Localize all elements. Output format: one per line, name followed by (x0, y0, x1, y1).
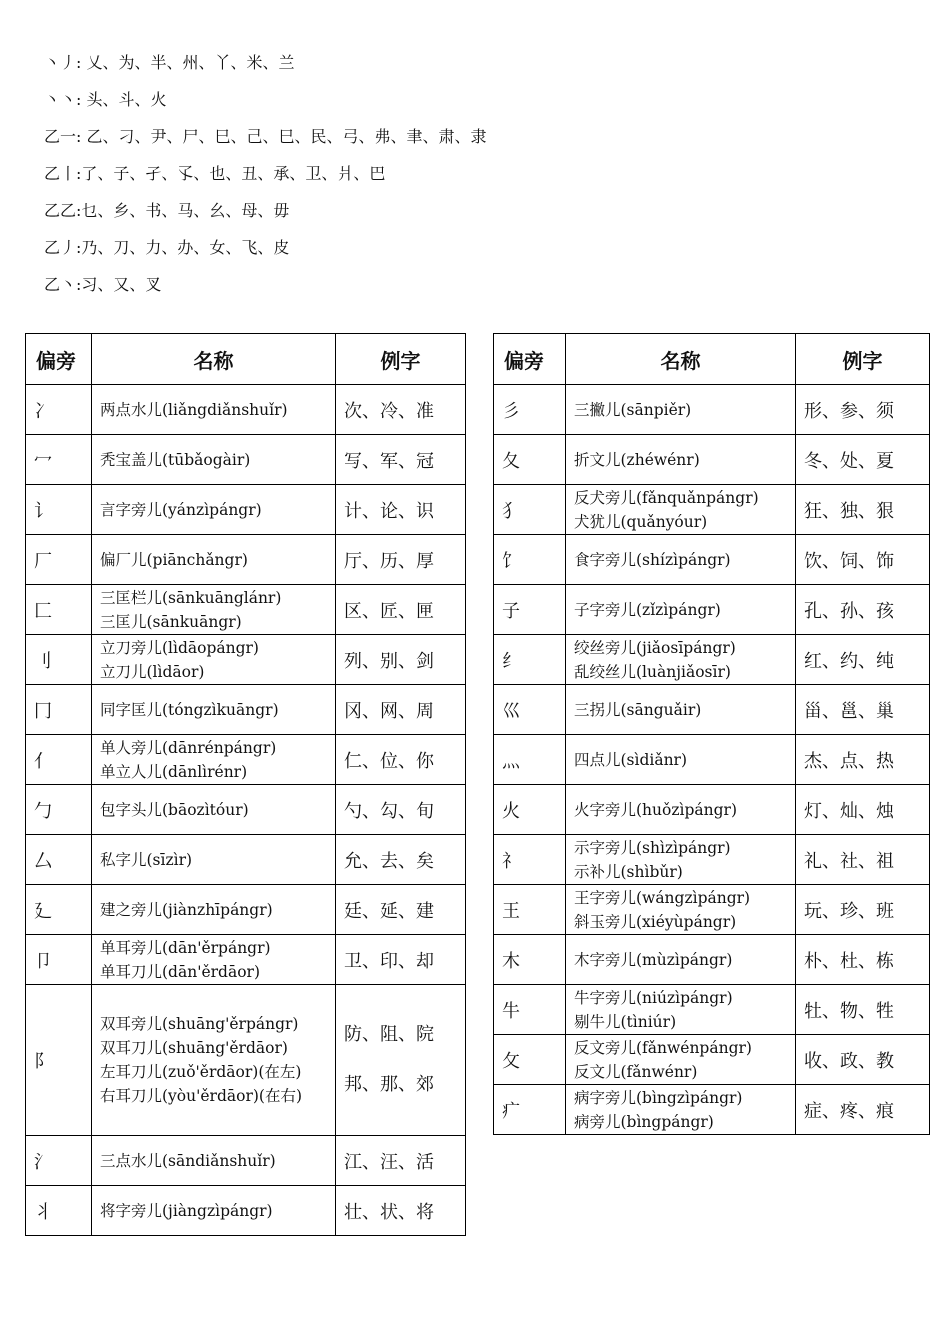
name-cell (566, 585, 796, 635)
radical-name: 建之旁儿(jiànzhīpángr) (100, 900, 273, 919)
name-cell (92, 835, 336, 885)
example-chars: 防、阻、院 (344, 1024, 434, 1045)
example-chars: 厅、历、厚 (344, 550, 434, 572)
name-cell (92, 885, 336, 935)
radical-name: 左耳刀儿(zuǒ'ěrdāor)(在左) (100, 1063, 302, 1081)
examples-cell (796, 435, 930, 485)
radical-name: 三匡儿(sānkuāngr) (100, 612, 242, 631)
radical-cell: 攵 (494, 1035, 566, 1085)
stroke-line: 丶丶: 头、斗、火 (44, 90, 167, 109)
radical-cell: 阝 (26, 985, 92, 1136)
radical-cell: 犭 (494, 485, 566, 535)
examples-cell (336, 535, 466, 585)
example-chars: 廷、延、建 (344, 900, 434, 922)
radical-name: 立刀儿(lìdāor) (100, 662, 205, 681)
examples-cell (796, 485, 930, 535)
radical-name: 反文儿(fǎnwénr) (574, 1062, 698, 1081)
examples-cell (336, 785, 466, 835)
table-row (26, 535, 466, 585)
example-chars: 孔、孙、孩 (804, 600, 894, 622)
table-row (494, 685, 930, 735)
examples-cell (796, 935, 930, 985)
examples-cell (336, 735, 466, 785)
radical-cell: 彡 (494, 385, 566, 435)
radical-cell: 木 (494, 935, 566, 985)
stroke-line: 乙丶:习、又、叉 (44, 275, 162, 294)
radical-cell: 纟 (494, 635, 566, 685)
radical-name: 反文旁儿(fǎnwénpángr) (574, 1038, 752, 1057)
example-chars: 牡、物、牲 (804, 1000, 894, 1022)
example-chars: 写、军、冠 (344, 450, 434, 472)
example-chars: 甾、邕、巢 (804, 700, 894, 722)
header-examples: 例字 (796, 334, 930, 385)
example-chars: 朴、杜、栋 (804, 950, 894, 972)
name-cell (566, 535, 796, 585)
radical-name: 乱绞丝儿(luànjiǎosīr) (574, 662, 731, 681)
name-cell (566, 485, 796, 535)
examples-cell (796, 685, 930, 735)
name-cell (92, 935, 336, 985)
table-row (26, 985, 466, 1136)
table-row (26, 685, 466, 735)
radical-name: 双耳刀儿(shuāng'ěrdāor) (100, 1039, 288, 1057)
table-row (494, 1085, 930, 1135)
radical-name: 三点水儿(sāndiǎnshuǐr) (100, 1151, 276, 1170)
radical-name: 三撇儿(sānpiěr) (574, 400, 692, 419)
table-row (26, 835, 466, 885)
table-header-row (26, 334, 466, 385)
name-cell (566, 635, 796, 685)
example-chars: 形、参、须 (804, 400, 894, 422)
radical-name: 单立人儿(dānlìrénr) (100, 762, 248, 781)
radical-name: 秃宝盖儿(tūbǎogàir) (100, 450, 251, 469)
examples-cell (796, 985, 930, 1035)
example-chars: 壮、状、将 (344, 1201, 434, 1223)
examples-cell (336, 885, 466, 935)
radical-cell: 厂 (26, 535, 92, 585)
example-chars: 计、论、识 (344, 500, 434, 522)
radical-cell: 巛 (494, 685, 566, 735)
name-cell (92, 1136, 336, 1186)
name-cell (566, 785, 796, 835)
header-name: 名称 (92, 334, 336, 385)
table-row (494, 485, 930, 535)
radical-cell: 亻 (26, 735, 92, 785)
radical-name: 包字头儿(bāozìtóur) (100, 800, 249, 819)
example-chars: 卫、印、却 (344, 950, 434, 972)
name-cell (92, 635, 336, 685)
radical-name: 两点水儿(liǎngdiǎnshuǐr) (100, 400, 288, 419)
table-row (26, 485, 466, 535)
radical-name: 食字旁儿(shízìpángr) (574, 550, 731, 569)
radical-cell: 匚 (26, 585, 92, 635)
examples-cell (336, 1186, 466, 1236)
table-body-left (26, 385, 466, 1236)
example-chars: 允、去、矣 (344, 850, 434, 872)
examples-cell (796, 1035, 930, 1085)
examples-cell (336, 835, 466, 885)
name-cell (566, 735, 796, 785)
radical-name: 同字匡儿(tóngzìkuāngr) (100, 700, 279, 719)
table-row (494, 985, 930, 1035)
radical-name: 三匡栏儿(sānkuānglánr) (100, 588, 282, 607)
radical-name: 示字旁儿(shìzìpángr) (574, 838, 731, 857)
table-row (494, 385, 930, 435)
radical-cell: 礻 (494, 835, 566, 885)
radical-cell: 牛 (494, 985, 566, 1035)
radical-name: 病字旁儿(bìngzìpángr) (574, 1088, 743, 1107)
table-row (26, 935, 466, 985)
table-row (26, 1136, 466, 1186)
name-cell (566, 835, 796, 885)
example-chars: 症、疼、痕 (804, 1100, 894, 1122)
radical-name: 单人旁儿(dānrénpángr) (100, 738, 277, 757)
radical-cell: 丬 (26, 1186, 92, 1236)
examples-cell (336, 385, 466, 435)
radical-cell: 灬 (494, 735, 566, 785)
example-chars: 冈、网、周 (344, 700, 434, 722)
name-cell (92, 535, 336, 585)
name-cell (92, 385, 336, 435)
examples-cell (796, 535, 930, 585)
table-row (494, 535, 930, 585)
examples-cell (336, 1136, 466, 1186)
name-cell (566, 435, 796, 485)
radical-name: 犬犹儿(quǎnyóur) (574, 512, 708, 531)
name-cell (566, 985, 796, 1035)
example-chars: 冬、处、夏 (804, 450, 894, 472)
stroke-combination-list (44, 50, 904, 309)
radical-name: 言字旁儿(yánzìpángr) (100, 500, 262, 519)
examples-cell (796, 835, 930, 885)
radical-name: 三拐儿(sānguǎir) (574, 700, 702, 719)
radical-cell: 子 (494, 585, 566, 635)
examples-cell (336, 935, 466, 985)
example-chars: 饮、饲、饰 (804, 550, 894, 572)
name-cell (92, 435, 336, 485)
table-row (494, 435, 930, 485)
example-chars: 仁、位、你 (344, 750, 434, 772)
table-row (26, 735, 466, 785)
table-row (26, 785, 466, 835)
name-cell (566, 1035, 796, 1085)
table-row (26, 385, 466, 435)
table-row (494, 585, 930, 635)
example-chars: 狂、独、狠 (804, 500, 894, 522)
radical-name: 右耳刀儿(yòu'ěrdāor)(在右) (100, 1087, 303, 1105)
radical-cell: 刂 (26, 635, 92, 685)
header-examples: 例字 (336, 334, 466, 385)
example-chars: 礼、社、祖 (804, 850, 894, 872)
example-chars: 玩、珍、班 (804, 900, 894, 922)
examples-cell (796, 885, 930, 935)
table-row (494, 635, 930, 685)
name-cell (566, 935, 796, 985)
table-row (494, 935, 930, 985)
radical-name: 绞丝旁儿(jiǎosīpángr) (574, 638, 736, 657)
examples-cell (796, 635, 930, 685)
header-name: 名称 (566, 334, 796, 385)
radical-name: 王字旁儿(wángzìpángr) (574, 888, 751, 907)
table-body-right (494, 385, 930, 1135)
radical-cell: 氵 (26, 1136, 92, 1186)
radical-cell: 冖 (26, 435, 92, 485)
radical-cell: 冫 (26, 385, 92, 435)
table-row (26, 585, 466, 635)
radical-name: 折文儿(zhéwénr) (574, 450, 700, 469)
radical-cell: 厶 (26, 835, 92, 885)
table-row (26, 635, 466, 685)
example-chars: 区、匠、匣 (344, 600, 434, 622)
examples-cell (796, 785, 930, 835)
examples-cell (336, 435, 466, 485)
radical-name: 子字旁儿(zǐzìpángr) (574, 600, 721, 619)
radical-cell: 火 (494, 785, 566, 835)
examples-cell (336, 685, 466, 735)
table-row (494, 835, 930, 885)
example-chars: 次、冷、准 (344, 400, 434, 422)
radical-cell: 冂 (26, 685, 92, 735)
examples-cell (336, 985, 466, 1136)
radical-name: 剔牛儿(tìniúr) (574, 1012, 677, 1031)
examples-cell (336, 485, 466, 535)
radical-name: 示补儿(shìbǔr) (574, 862, 683, 881)
radical-name: 将字旁儿(jiàngzìpángr) (100, 1201, 273, 1220)
radical-name: 病旁儿(bìngpángr) (574, 1112, 714, 1131)
radical-table-right (493, 333, 930, 1135)
radical-cell: 勹 (26, 785, 92, 835)
radical-cell: 廴 (26, 885, 92, 935)
table-row (494, 885, 930, 935)
table-row (26, 435, 466, 485)
name-cell (92, 1186, 336, 1236)
name-cell (566, 685, 796, 735)
radical-cell: 疒 (494, 1085, 566, 1135)
example-chars: 灯、灿、烛 (804, 800, 894, 822)
radical-name: 单耳旁儿(dān'ěrpángr) (100, 938, 271, 957)
radical-cell: 夂 (494, 435, 566, 485)
stroke-line: 乙丨:了、子、孑、孓、也、丑、承、卫、爿、巴 (44, 164, 386, 183)
examples-cell (796, 585, 930, 635)
example-chars: 勺、勾、旬 (344, 800, 434, 822)
radical-name: 立刀旁儿(lìdāopángr) (100, 638, 259, 657)
stroke-line: 丶丿: 乂、为、半、州、丫、米、兰 (44, 53, 295, 72)
stroke-line: 乙丿:乃、刀、力、办、女、飞、皮 (44, 238, 290, 257)
table-row (26, 1186, 466, 1236)
radical-table-left (25, 333, 466, 1236)
examples-cell (336, 585, 466, 635)
examples-cell (336, 635, 466, 685)
radical-cell: 王 (494, 885, 566, 935)
radical-name: 牛字旁儿(niúzìpángr) (574, 988, 733, 1007)
example-chars: 邦、那、郊 (344, 1074, 434, 1095)
table-row (494, 735, 930, 785)
name-cell (566, 885, 796, 935)
name-cell (566, 385, 796, 435)
examples-cell (796, 385, 930, 435)
example-chars: 收、政、教 (804, 1050, 894, 1072)
table-row (494, 1035, 930, 1085)
radical-name: 反犬旁儿(fǎnquǎnpángr) (574, 488, 759, 507)
example-chars: 江、汪、活 (344, 1151, 434, 1173)
name-cell (92, 735, 336, 785)
name-cell (566, 1085, 796, 1135)
name-cell (92, 685, 336, 735)
radical-name: 四点儿(sìdiǎnr) (574, 750, 688, 769)
name-cell (92, 485, 336, 535)
radical-name: 双耳旁儿(shuāng'ěrpángr) (100, 1015, 299, 1033)
examples-cell (796, 735, 930, 785)
radical-name: 木字旁儿(mùzìpángr) (574, 950, 733, 969)
radical-cell: 卩 (26, 935, 92, 985)
radical-name: 私字儿(sīzìr) (100, 850, 193, 869)
table-row (26, 885, 466, 935)
radical-name: 偏厂儿(piānchǎngr) (100, 550, 248, 569)
radical-name: 斜玉旁儿(xiéyùpángr) (574, 912, 737, 931)
table-header-row (494, 334, 930, 385)
header-radical: 偏旁 (494, 334, 566, 385)
examples-cell (796, 1085, 930, 1135)
name-cell (92, 585, 336, 635)
example-chars: 列、别、剑 (344, 650, 434, 672)
name-cell (92, 785, 336, 835)
stroke-line: 乙乙:乜、乡、书、马、幺、母、毋 (44, 201, 290, 220)
radical-cell: 讠 (26, 485, 92, 535)
example-chars: 红、约、纯 (804, 650, 894, 672)
radical-name: 火字旁儿(huǒzìpángr) (574, 800, 737, 819)
example-chars: 杰、点、热 (804, 750, 894, 772)
table-row (494, 785, 930, 835)
header-radical: 偏旁 (26, 334, 92, 385)
stroke-line: 乙一: 乙、刁、尹、尸、巳、己、巳、民、弓、弗、聿、肃、隶 (44, 127, 487, 146)
name-cell (92, 985, 336, 1136)
radical-cell: 饣 (494, 535, 566, 585)
radical-name: 单耳刀儿(dān'ěrdāor) (100, 962, 260, 981)
